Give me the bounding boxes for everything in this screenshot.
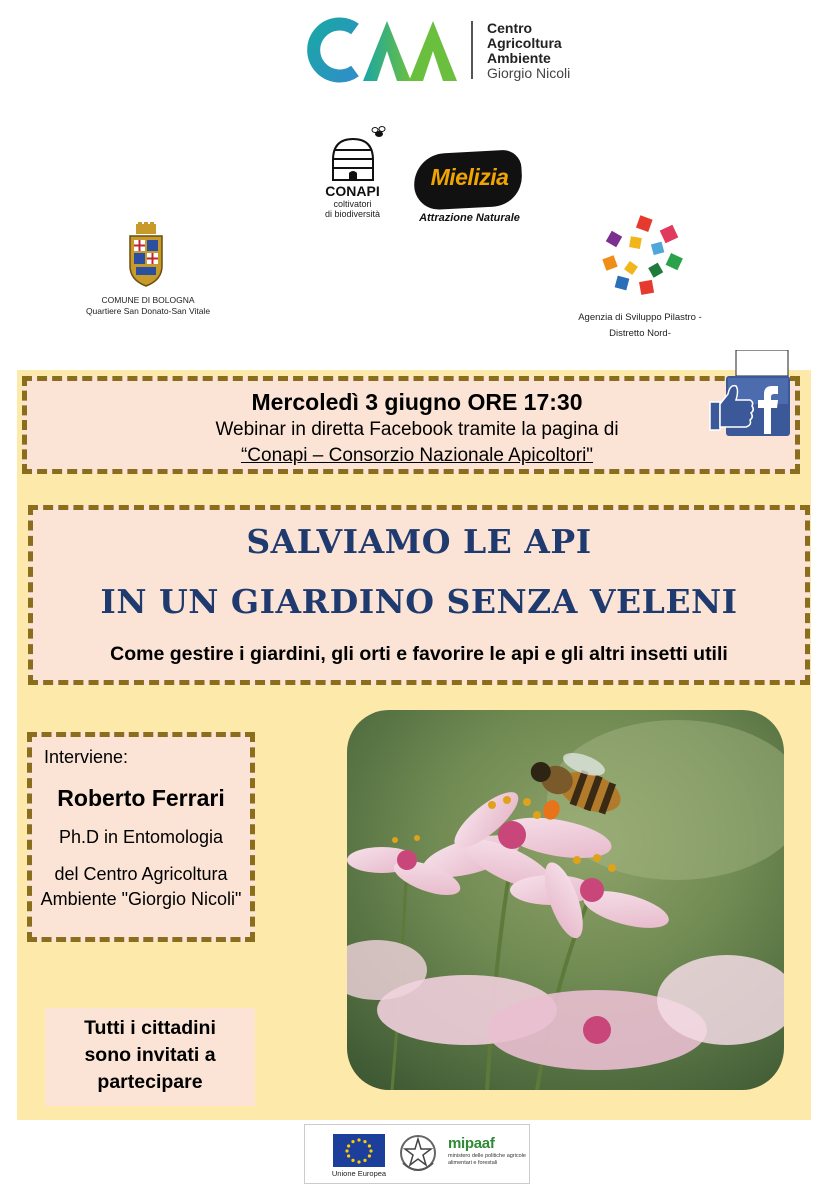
mipaaf-sub: ministero delle politiche agricole alimentari e forestali — [448, 1153, 526, 1166]
speaker-title: Ph.D in Entomologia — [58, 827, 224, 847]
bologna-line1: COMUNE DI BOLOGNA — [101, 295, 195, 305]
title-line2: IN UN GIARDINO SENZA VELENI — [100, 582, 738, 621]
event-info-box — [22, 376, 800, 474]
mipaaf-name: mipaaf — [448, 1135, 495, 1152]
event-datetime: Mercoledì 3 giugno ORE 17:30 — [251, 389, 583, 415]
invite-box — [45, 1008, 255, 1106]
eu-flag-icon — [333, 1134, 385, 1167]
bologna-logo — [78, 222, 218, 322]
mielizia-logo — [412, 152, 527, 227]
speaker-label: Interviene: — [44, 747, 129, 767]
footer-logos — [304, 1124, 530, 1184]
facebook-page-link[interactable]: “Conapi – Consorzio Nazionale Apicoltori" — [240, 445, 594, 466]
conapi-logo — [315, 125, 390, 225]
agenzia-line1: Agenzia di Sviluppo Pilastro - — [578, 312, 702, 323]
caa-mark-icon — [305, 15, 475, 85]
caa-line1: Centro — [487, 20, 533, 36]
title-box — [28, 505, 810, 685]
speaker-organization: del Centro Agricoltura Ambiente "Giorgio Nicoli" — [40, 864, 242, 909]
caa-line4: Giorgio Nicoli — [487, 65, 571, 81]
invite-line2: sono invitati a — [84, 1044, 216, 1066]
coat-of-arms-icon — [126, 222, 166, 288]
italian-emblem-icon — [397, 1131, 439, 1177]
bee-flower-image — [347, 710, 784, 1090]
beehive-icon — [327, 125, 387, 183]
facebook-like-icon[interactable] — [708, 350, 792, 440]
event-description: Webinar in diretta Facebook tramite la pagina di — [215, 419, 619, 440]
pinwheel-icon — [600, 215, 690, 297]
subtitle: Come gestire i giardini, gli orti e favorire le api e gli altri insetti utili — [110, 643, 728, 665]
caa-logo — [305, 15, 605, 85]
agenzia-logo — [560, 215, 720, 340]
caa-line2: Agricoltura — [487, 35, 562, 51]
conapi-sub1: coltivatori — [333, 199, 372, 209]
speaker-box — [27, 732, 255, 942]
conapi-name: CONAPI — [325, 183, 380, 199]
conapi-sub2: di biodiversità — [324, 209, 381, 219]
agenzia-line2: Distretto Nord- — [609, 328, 671, 339]
invite-line3: partecipare — [97, 1071, 203, 1093]
caa-line3: Ambiente — [487, 50, 551, 66]
bologna-line2: Quartiere San Donato-San Vitale — [85, 306, 211, 316]
speaker-name: Roberto Ferrari — [57, 785, 225, 811]
eu-label: Unione Europea — [331, 1169, 387, 1178]
invite-line1: Tutti i cittadini — [84, 1017, 216, 1039]
title-line1: SALVIAMO LE API — [246, 522, 592, 561]
mielizia-name: Mielizia — [430, 164, 509, 190]
bee-flower-photo — [347, 710, 784, 1090]
mielizia-tagline: Attrazione Naturale — [419, 212, 520, 224]
